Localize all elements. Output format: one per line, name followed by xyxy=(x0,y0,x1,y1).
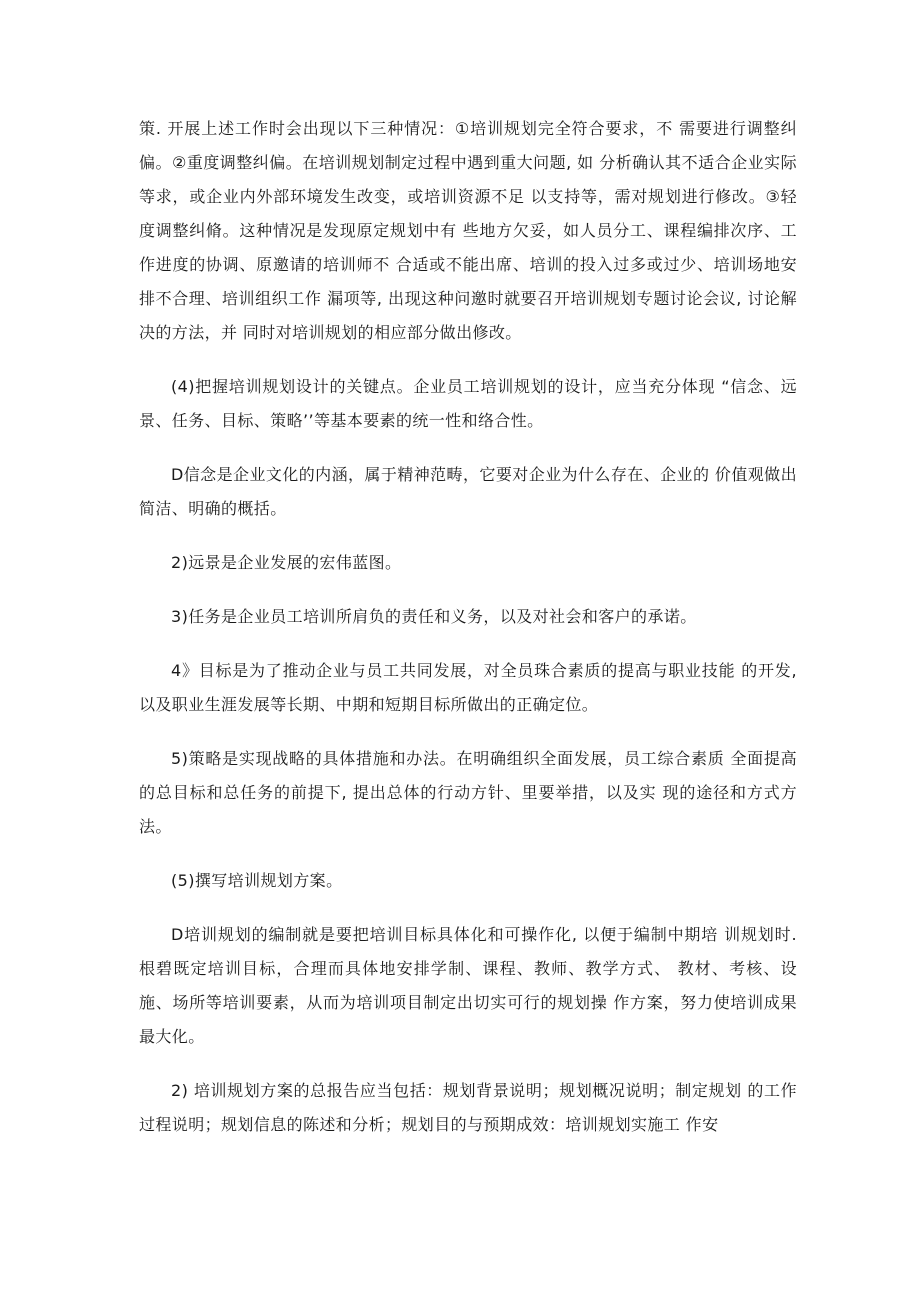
paragraph-vision: 2)远景是企业发展的宏伟蓝图。 xyxy=(171,553,402,572)
paragraph-adjustment-cases: 策. 开展上述工作时会出现以下三种情况：①培训规划完全符合要求，不 需要进行调整纠偏。②重度调整纠偏。在培训规划制定过程中遇到重大问题, 如 分析确认其不适合企业实际等求，或企业内外部环境发生改变，或培训资源不足 以支持等，需对规划进行修改。③轻度调整纠脩。这种情况是发现原定规划中有 些地方欠妥，如人员分工、课程编排次序、工作进度的协调、原邀请的培训师不 合适或不能出席、培训的投入过多或过少、培训场地安排不合理、培训组织工作 漏项等, 出现这种问邀时就要召开培训规划专题讨论会议, 讨论解决的方法，并 同时对培训规划的相应部分做出修改。 xyxy=(139,119,797,342)
paragraph-key-points: (4)把握培训规划设计的关键点。企业员工培训规划的设计，应当充分体现 “信念、远景、任务、目标、策略’’等基本要素的统一性和络合性。 xyxy=(139,377,797,430)
document-body xyxy=(139,112,797,1162)
paragraph-plan-compilation: D培训规划的编制就是要把培训目标具体化和可操作化, 以便于编制中期培 训规划时. 根碧既定培训目标，合理而具体地安排学制、课程、教师、教学方式、 教材、考核、设施、场所等培训要素，从而为培训项目制定出切实可行的规划操 作方案，努力使培训成果最大化。 xyxy=(139,925,797,1046)
paragraph-belief: D信念是企业文化的内涵，属于精神范畴，它要对企业为什么存在、企业的 价值观做出简洁、明确的概括。 xyxy=(139,465,797,518)
paragraph-mission: 3)任务是企业员工培训所肩负的责任和义务，以及对社会和客户的承诺。 xyxy=(171,607,697,626)
paragraph-strategy: 5)策略是实现战略的具体措施和办法。在明确组织全面发展，员工综合素质 全面提高的总目标和总任务的前提下, 提出总体的行动方针、里要举措，以及实 现的途径和方式方法。 xyxy=(139,749,797,836)
paragraph-goal: 4》目标是为了推动企业与员工共同发展，对全员珠合素质的提高与职业技能 的开发, 以及职业生涯发展等长期、中期和短期目标所做出的正确定位。 xyxy=(139,661,797,714)
paragraph-write-plan: (5)撰写培训规划方案。 xyxy=(171,871,343,890)
paragraph-plan-report: 2) 培训规划方案的总报告应当包括：规划背景说明；规划概况说明；制定规划 的工作过程说明；规划信息的陈述和分析；规划目的与预期成效：培训规划实施工 作安 xyxy=(139,1081,797,1134)
